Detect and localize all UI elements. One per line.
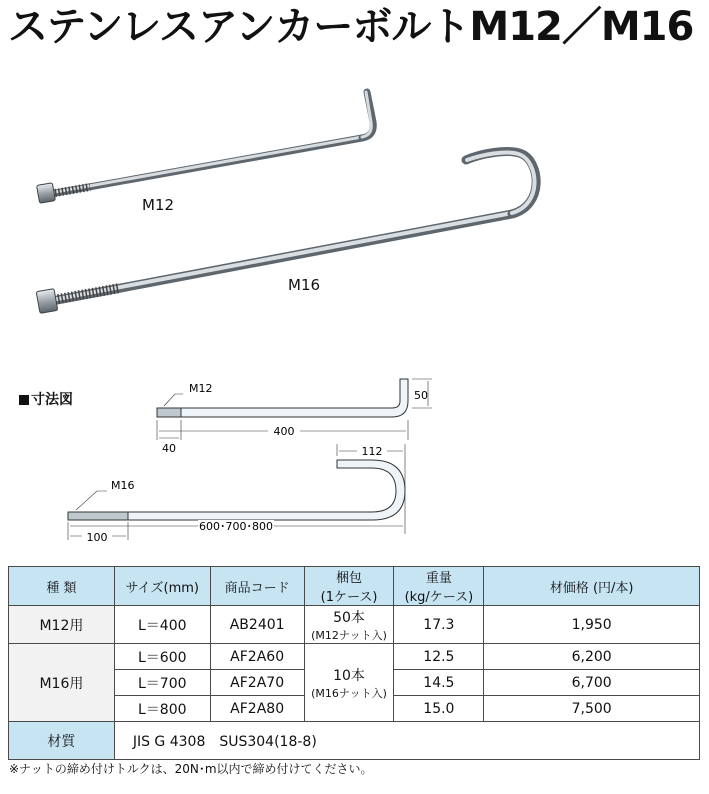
spec-table [8,566,700,760]
size-cell: L＝800 [114,696,210,722]
pack-cell: 10本 (M16ナット入) [304,644,394,722]
product-photo [0,75,709,345]
dimension-diagram [0,360,709,560]
header-code: 商品コード [210,567,304,606]
material-label: 材質 [9,722,115,760]
m16-bolt-photo [36,152,536,314]
header-size: サイズ(mm) [114,567,210,606]
torque-note: ※ナットの締め付けトルクは、20N･m以内で締め付けてください。 [9,762,373,776]
table-row [9,606,700,644]
dimension-diagram-heading: 寸法図 [19,389,73,409]
price-cell: 6,200 [484,644,700,670]
weight-cell: 14.5 [394,670,484,696]
code-cell: AF2A80 [210,696,304,722]
size-cell: L＝600 [114,644,210,670]
code-cell: AB2401 [210,606,304,644]
kind-m16: M16用 [9,644,115,722]
size-cell: L＝700 [114,670,210,696]
price-cell: 6,700 [484,670,700,696]
kind-m12: M12用 [9,606,115,644]
m16-thread-dimension: 100 [86,531,108,544]
header-price: 材価格 (円/本) [484,567,700,606]
table-row [9,644,700,670]
m16-length-dimension: 600･700･800 [199,520,273,533]
price-cell: 1,950 [484,606,700,644]
m16-hook-dimension: 112 [361,445,383,458]
weight-cell: 12.5 [394,644,484,670]
weight-cell: 17.3 [394,606,484,644]
table-header-row [9,567,700,606]
pack-cell: 50本 (M12ナット入) [304,606,394,644]
size-cell: L＝400 [114,606,210,644]
price-cell: 7,500 [484,696,700,722]
code-cell: AF2A70 [210,670,304,696]
header-kind: 種 類 [9,567,115,606]
code-cell: AF2A60 [210,644,304,670]
m12-diagram-label: M12 [189,382,213,395]
m16-diagram-label: M16 [111,479,135,492]
material-row [9,722,700,760]
page-title: ステンレスアンカーボルトM12／M16 [8,4,694,50]
m12-photo-label: M12 [142,196,175,214]
weight-cell: 15.0 [394,696,484,722]
header-weight: 重量 (kg/ケース) [394,567,484,606]
m12-length-dimension: 400 [273,425,295,438]
m12-bolt-photo [37,92,374,203]
m16-photo-label: M16 [288,276,321,294]
material-value: JIS G 4308 SUS304(18-8) [114,722,699,760]
m12-thread-dimension: 40 [162,442,176,455]
header-pack: 梱包 (1ケース) [304,567,394,606]
m12-hook-dimension: 50 [414,389,428,402]
